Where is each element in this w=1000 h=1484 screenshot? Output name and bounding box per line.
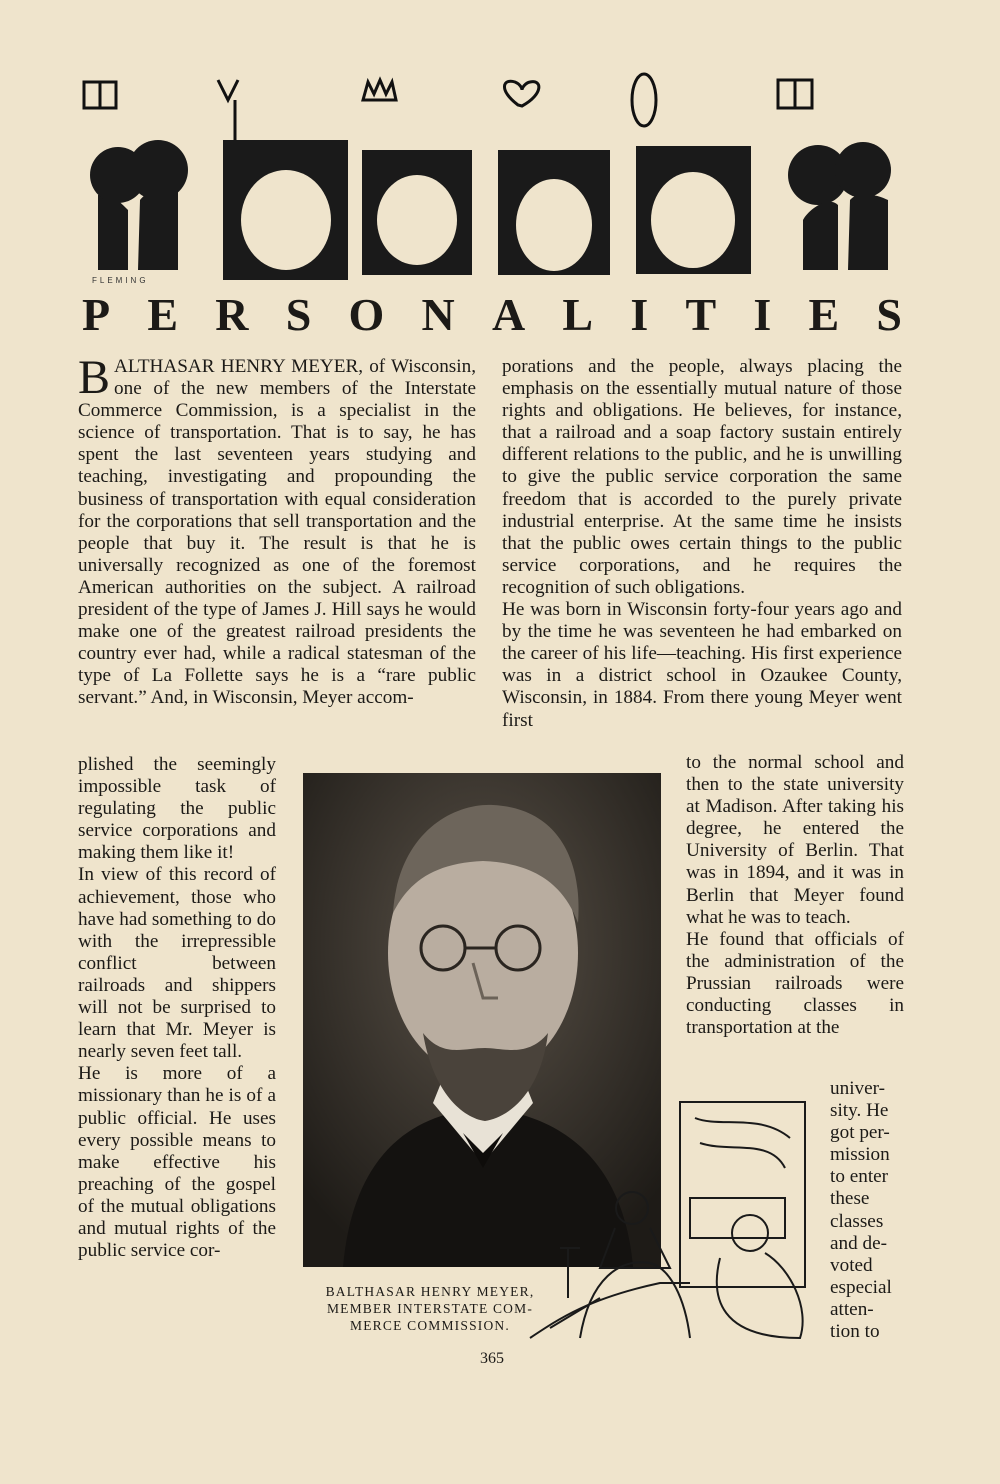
- column-1-narrow: [78, 754, 276, 1262]
- title-letter: A: [491, 289, 526, 340]
- title-letter: S: [876, 289, 902, 340]
- tail-line: and de-: [830, 1232, 888, 1254]
- title-letter: I: [630, 289, 649, 340]
- tail-line: voted: [830, 1254, 873, 1276]
- column-2-narrow: [686, 752, 904, 1039]
- heart-icon: [504, 81, 538, 106]
- tail-line: sity. He: [830, 1100, 889, 1122]
- tail-line: univer-: [830, 1078, 886, 1099]
- paragraph-7: He found that officials of the administration of the Prussian railroads were conducting classes in transportation at the: [686, 928, 904, 1039]
- caption-line-1: BALTHASAR HENRY MEYER,: [325, 1284, 535, 1299]
- page-number: 365: [480, 1350, 504, 1367]
- tail-line: classes: [830, 1210, 884, 1232]
- photo-caption: [300, 1283, 560, 1334]
- paragraph-intro-text: ALTHASAR HENRY MEYER, of Wisconsin, one of the new members of the Interstate Commerce Commission, is a specialist in the science of transportation. That is to say, he has spent the last seventeen years studying and teaching, investigating and propounding the business of transportation with equal consideration for the corporations that sell transportation and the people that buy it. The result is that he is universally recognized as one of the foremost American authorities on the subject. A railroad president of the type of James J. Hill says he would make one of the greatest railroad presidents the country ever had, while a radical statesman of the type of La Follette says he is a “rare public servant.” And, in Wisconsin, Meyer accom-: [78, 356, 476, 709]
- paragraph-intro: [78, 351, 476, 710]
- header-illustration-art: [78, 70, 898, 290]
- title-letter: R: [215, 289, 249, 340]
- title-letter: I: [753, 289, 772, 340]
- paragraph-1: plished the seemingly impossible task of regulating the public service corporations and making them like it!: [78, 754, 276, 864]
- title-letter: P: [82, 289, 111, 340]
- title-letter: L: [562, 289, 594, 340]
- column-2-top: [502, 356, 902, 732]
- caption-line-2: MEMBER INTERSTATE COM-: [326, 1301, 534, 1316]
- column-1-top: [78, 351, 476, 710]
- jester-staff-icon: [218, 80, 238, 100]
- tail-line: tion to: [830, 1321, 880, 1343]
- paragraph-5: He was born in Wisconsin forty-four years ago and by the time he was seventeen he had embarked on the career of his life—teaching. His first experience was in a district school in Ozaukee County, Wisconsin, in 1884. From there young Meyer went first: [502, 599, 902, 731]
- classroom-sketch-art: [520, 1098, 810, 1343]
- title-letter: E: [147, 289, 179, 340]
- crown-icon: [363, 80, 396, 100]
- title-letter: T: [685, 289, 717, 340]
- caption-line-3: MERCE COMMISSION.: [350, 1318, 510, 1333]
- paragraph-2: In view of this record of achievement, those who have had something to do with the irrepressible conflict between railroads and shippers will not be surprised to learn that Mr. Meyer is nearly seven feet tall.: [78, 864, 276, 1063]
- drop-cap: B: [78, 351, 111, 404]
- tail-line: these: [830, 1188, 870, 1210]
- title-letter: N: [421, 289, 455, 340]
- title-letter: E: [808, 289, 840, 340]
- title-letter: O: [348, 289, 385, 340]
- title-letter: S: [285, 289, 312, 340]
- tail-line: especial: [830, 1276, 892, 1298]
- tail-line: atten-: [830, 1298, 874, 1320]
- classroom-sketch: [520, 1098, 810, 1343]
- artist-signature: FLEMING: [92, 276, 149, 285]
- tail-line: to enter: [830, 1166, 889, 1188]
- tail-line: got per-: [830, 1122, 890, 1144]
- section-title: [82, 288, 902, 341]
- paragraph-3: He is more of a missionary than he is of a public official. He uses every possible means to make effective his preaching of the gospel of the mutual obligations and mutual rights of the public service cor-: [78, 1063, 276, 1262]
- owl-icon: [632, 74, 656, 126]
- paragraph-4: porations and the people, always placing the emphasis on the essentially mutual nature of those rights and obligations. He believes, for instance, that a railroad and a soap factory sustain entirely different relations to the public, and he is unwilling to give the public service corporation the same freedom that is accorded to the purely private industrial enterprise. At the same time he insists that the public owes certain things to the public service corporations, and he requires the recognition of such obligations.: [502, 356, 902, 598]
- tail-line: mission: [830, 1144, 890, 1166]
- paragraph-6: to the normal school and then to the state university at Madison. After taking his degree, he entered the University of Berlin. That was in 1894, and it was in Berlin that Meyer found what he was to teach.: [686, 752, 904, 928]
- column-2-tail: [830, 1078, 908, 1343]
- header-illustration: [78, 70, 898, 290]
